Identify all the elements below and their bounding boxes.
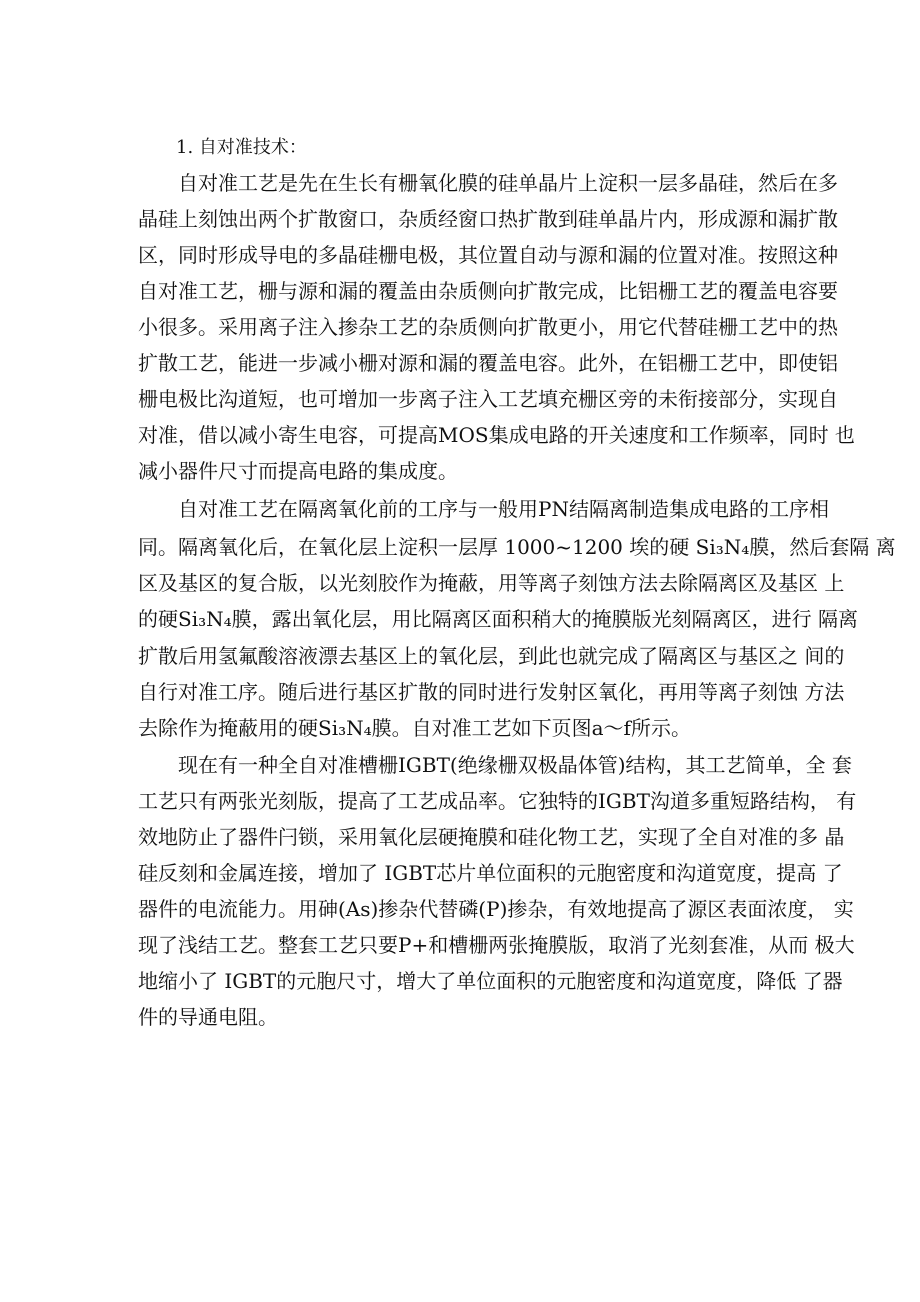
paragraph-1-line: 区，同时形成导电的多晶硅栅电极，其位置自动与源和漏的位置对准。按照这种	[138, 243, 838, 267]
paragraph-1-line: 小很多。采用离子注入掺杂工艺的杂质侧向扩散更小，用它代替硅栅工艺中的热	[138, 315, 838, 339]
paragraph-2-line: 扩散后用氢氟酸溶液漂去基区上的氧化层，到此也就完成了隔离区与基区之 间的	[138, 644, 845, 668]
paragraph-3-line: 现在有一种全自对准槽栅IGBT(绝缘栅双极晶体管)结构，其工艺简单，全 套	[178, 753, 852, 777]
paragraph-3-line: 件的导通电阻。	[138, 1005, 278, 1029]
paragraph-3-line: 器件的电流能力。用砷(As)掺杂代替磷(P)掺杂，有效地提高了源区表面浓度， 实	[138, 897, 854, 921]
paragraph-1-line: 自对准工艺，栅与源和漏的覆盖由杂质侧向扩散完成，比铝栅工艺的覆盖电容要	[138, 279, 838, 303]
paragraph-2-line: 的硬Si₃N₄膜，露出氧化层，用比隔离区面积稍大的掩膜版光刻隔离区，进行 隔离	[138, 607, 858, 631]
section-heading: 1. 自对准技术：	[176, 137, 307, 158]
paragraph-2-line: 自对准工艺在隔离氧化前的工序与一般用PN结隔离制造集成电路的工序相	[178, 497, 829, 521]
paragraph-3-line: 工艺只有两张光刻版，提高了工艺成品率。它独特的IGBT沟道多重短路结构， 有	[138, 789, 857, 813]
paragraph-3-line: 现了浅结工艺。整套工艺只要P+和槽栅两张掩膜版，取消了光刻套准，从而 极大	[138, 933, 855, 957]
paragraph-2-line: 自行对准工序。随后进行基区扩散的同时进行发射区氧化，再用等离子刻蚀 方法	[138, 680, 845, 704]
paragraph-1-line: 对准，借以减小寄生电容，可提高MOS集成电路的开关速度和工作频率，同时 也	[138, 423, 855, 447]
paragraph-2-line: 同。隔离氧化后，在氧化层上淀积一层厚 1000~1200 埃的硬 Si₃N₄膜，然后套隔 离	[138, 535, 896, 559]
paragraph-2-line: 去除作为掩蔽用的硬Si₃N₄膜。自对准工艺如下页图a〜f所示。	[138, 716, 691, 740]
paragraph-3-line: 效地防止了器件闩锁，采用氧化层硬掩膜和硅化物工艺，实现了全自对准的多 晶	[138, 825, 845, 849]
paragraph-2-line: 区及基区的复合版，以光刻胶作为掩蔽，用等离子刻蚀方法去除隔离区及基区 上	[138, 571, 845, 595]
paragraph-1-line: 栅电极比沟道短，也可增加一步离子注入工艺填充栅区旁的未衔接部分，实现自	[138, 387, 838, 411]
paragraph-1-line: 减小器件尺寸而提高电路的集成度。	[138, 459, 458, 483]
paragraph-1-line: 晶硅上刻蚀出两个扩散窗口，杂质经窗口热扩散到硅单晶片内，形成源和漏扩散	[138, 207, 838, 231]
paragraph-3-line: 地缩小了 IGBT的元胞尺寸，增大了单位面积的元胞密度和沟道宽度，降低 了器	[138, 969, 843, 993]
paragraph-3-line: 硅反刻和金属连接，增加了 IGBT芯片单位面积的元胞密度和沟道宽度，提高 了	[138, 861, 843, 885]
paragraph-1-line: 自对准工艺是先在生长有栅氧化膜的硅单晶片上淀积一层多晶硅，然后在多	[178, 171, 838, 195]
paragraph-1-line: 扩散工艺，能进一步减小栅对源和漏的覆盖电容。此外，在铝栅工艺中，即使铝	[138, 351, 838, 375]
